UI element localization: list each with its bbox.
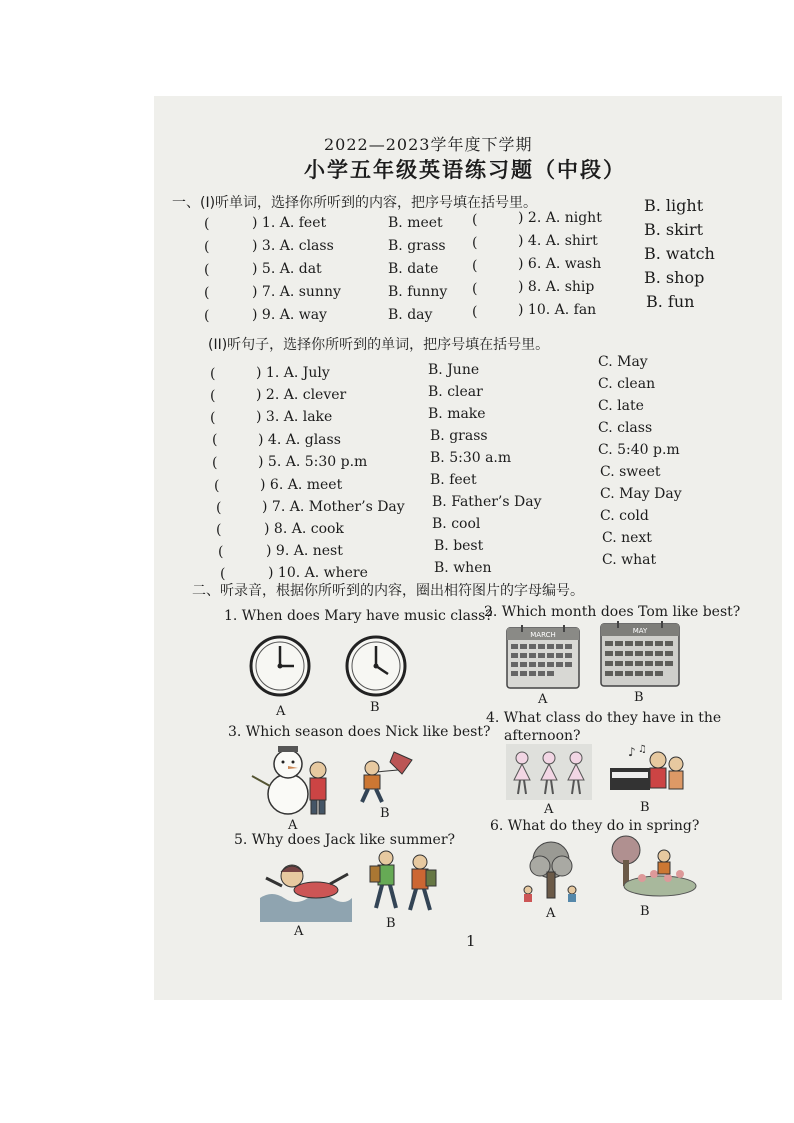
option-b: B. meet xyxy=(388,215,443,231)
swimming-icon[interactable] xyxy=(260,858,352,922)
choice-a-label[interactable]: A xyxy=(288,818,298,833)
picture-question-5: 5. Why does Jack like summer? xyxy=(234,832,456,848)
option-b: B. watch xyxy=(644,244,715,263)
question-item: ) 9. A. nest xyxy=(266,543,343,559)
answer-blank[interactable]: ( xyxy=(216,500,222,516)
question-item: ) 8. A. cook xyxy=(264,521,344,537)
option-b: B. fun xyxy=(646,292,695,311)
answer-blank[interactable]: ( xyxy=(472,235,478,251)
kite-boy-icon[interactable] xyxy=(354,750,418,806)
answer-blank[interactable]: ( xyxy=(204,308,210,324)
question-item: ) 8. A. ship xyxy=(518,279,595,295)
answer-blank[interactable]: ( xyxy=(472,212,478,228)
music-class-icon[interactable] xyxy=(608,742,688,800)
picture-question-4: 4. What class do they have in the xyxy=(486,710,722,726)
snowman-icon[interactable] xyxy=(248,736,338,818)
question-item: ) 5. A. 5:30 p.m xyxy=(258,454,368,470)
picture-question-4-cont: afternoon? xyxy=(504,728,581,744)
choice-b-label[interactable]: B xyxy=(370,700,380,715)
answer-blank[interactable]: ( xyxy=(212,432,218,448)
question-item: ) 6. A. wash xyxy=(518,256,602,272)
answer-blank[interactable]: ( xyxy=(218,544,224,560)
option-c: C. sweet xyxy=(600,464,661,480)
option-b: B. light xyxy=(644,196,704,215)
option-b: B. best xyxy=(434,538,484,554)
question-item: ) 3. A. lake xyxy=(256,409,333,425)
choice-a-label[interactable]: A xyxy=(546,906,556,921)
option-b: B. cool xyxy=(432,516,481,532)
question-item: ) 6. A. meet xyxy=(260,477,343,493)
choice-b-label[interactable]: B xyxy=(640,800,650,815)
worksheet-page xyxy=(154,96,782,1000)
hiking-icon[interactable] xyxy=(366,848,442,914)
picture-question-6: 6. What do they do in spring? xyxy=(490,818,700,834)
answer-blank[interactable]: ( xyxy=(472,281,478,297)
choice-a-label[interactable]: A xyxy=(294,924,304,939)
option-b: B. grass xyxy=(430,428,488,444)
option-b: B. when xyxy=(434,560,492,576)
answer-blank[interactable]: ( xyxy=(210,410,216,426)
question-item: ) 4. A. shirt xyxy=(518,233,598,249)
question-item: ) 7. A. sunny xyxy=(252,284,341,300)
option-c: C. next xyxy=(602,530,652,546)
answer-blank[interactable]: ( xyxy=(204,239,210,255)
question-item: ) 1. A. feet xyxy=(252,215,327,231)
option-c: C. class xyxy=(598,420,653,436)
question-item: ) 1. A. July xyxy=(256,365,330,381)
option-b: B. skirt xyxy=(644,220,704,239)
choice-b-label[interactable]: B xyxy=(640,904,650,919)
question-item: ) 10. A. fan xyxy=(518,302,597,318)
choice-a-label[interactable]: A xyxy=(276,704,286,719)
answer-blank[interactable]: ( xyxy=(214,478,220,494)
picture-question-2: 2. Which month does Tom like best? xyxy=(484,604,741,620)
answer-blank[interactable]: ( xyxy=(204,285,210,301)
page-title: 小学五年级英语练习题（中段） xyxy=(304,157,626,182)
answer-blank[interactable]: ( xyxy=(204,216,210,232)
question-item: ) 10. A. where xyxy=(268,565,368,581)
answer-blank[interactable]: ( xyxy=(210,366,216,382)
question-item: ) 2. A. night xyxy=(518,210,602,226)
choice-a-label[interactable]: A xyxy=(544,802,554,817)
choice-a-label[interactable]: A xyxy=(538,692,548,707)
choice-b-label[interactable]: B xyxy=(634,690,644,705)
page-number: 1 xyxy=(466,932,476,950)
answer-blank[interactable]: ( xyxy=(472,304,478,320)
option-c: C. late xyxy=(598,398,644,414)
option-b: B. grass xyxy=(388,238,446,254)
picture-question-3: 3. Which season does Nick like best? xyxy=(228,724,491,740)
answer-blank[interactable]: ( xyxy=(220,566,226,582)
option-b: B. feet xyxy=(430,472,477,488)
question-item: ) 9. A. way xyxy=(252,307,327,323)
option-b: B. clear xyxy=(428,384,483,400)
question-item: ) 5. A. dat xyxy=(252,261,322,277)
option-c: C. 5:40 p.m xyxy=(598,442,680,458)
section-1-heading: 一、(I)听单词，选择你所听到的内容，把序号填在括号里。 xyxy=(172,195,538,211)
answer-blank[interactable]: ( xyxy=(216,522,222,538)
option-b: B. Father’s Day xyxy=(432,494,542,510)
calendar-month-label: MARCH xyxy=(530,631,556,639)
dance-class-icon[interactable] xyxy=(506,744,592,800)
option-c: C. clean xyxy=(598,376,656,392)
question-item: ) 2. A. clever xyxy=(256,387,347,403)
option-c: C. May Day xyxy=(600,486,682,502)
option-b: B. 5:30 a.m xyxy=(430,450,512,466)
question-item: ) 4. A. glass xyxy=(258,432,341,448)
option-c: C. what xyxy=(602,552,657,568)
option-c: C. May xyxy=(598,354,648,370)
section-1b-heading: (II)听句子，选择你所听到的单词，把序号填在括号里。 xyxy=(208,337,550,353)
calendar-icon[interactable] xyxy=(600,620,680,688)
picture-question-1: 1. When does Mary have music class? xyxy=(224,608,493,624)
svg-text:♪: ♪ xyxy=(628,745,636,759)
answer-blank[interactable]: ( xyxy=(204,262,210,278)
answer-blank[interactable]: ( xyxy=(472,258,478,274)
answer-blank[interactable]: ( xyxy=(210,388,216,404)
option-b: B. June xyxy=(428,362,480,378)
option-b: B. funny xyxy=(388,284,448,300)
tree-picnic-icon[interactable] xyxy=(520,840,582,904)
flowers-garden-icon[interactable] xyxy=(602,832,698,900)
option-b: B. date xyxy=(388,261,439,277)
answer-blank[interactable]: ( xyxy=(212,455,218,471)
question-item: ) 3. A. class xyxy=(252,238,334,254)
clock-icon[interactable] xyxy=(248,634,312,698)
calendar-month-label: MAY xyxy=(632,627,648,635)
option-b: B. make xyxy=(428,406,486,422)
option-b: B. day xyxy=(388,307,433,323)
calendar-icon[interactable] xyxy=(506,624,580,690)
choice-b-label[interactable]: B xyxy=(380,806,390,821)
option-b: B. shop xyxy=(644,268,705,287)
choice-b-label[interactable]: B xyxy=(386,916,396,931)
option-c: C. cold xyxy=(600,508,649,524)
section-2-heading: 二、听录音，根据你所听到的内容，圈出相符图片的字母编号。 xyxy=(192,583,584,599)
term-heading: 2022—2023学年度下学期 xyxy=(324,135,533,154)
svg-text:♫: ♫ xyxy=(638,744,647,755)
question-item: ) 7. A. Mother’s Day xyxy=(262,499,405,515)
clock-icon[interactable] xyxy=(344,634,408,698)
